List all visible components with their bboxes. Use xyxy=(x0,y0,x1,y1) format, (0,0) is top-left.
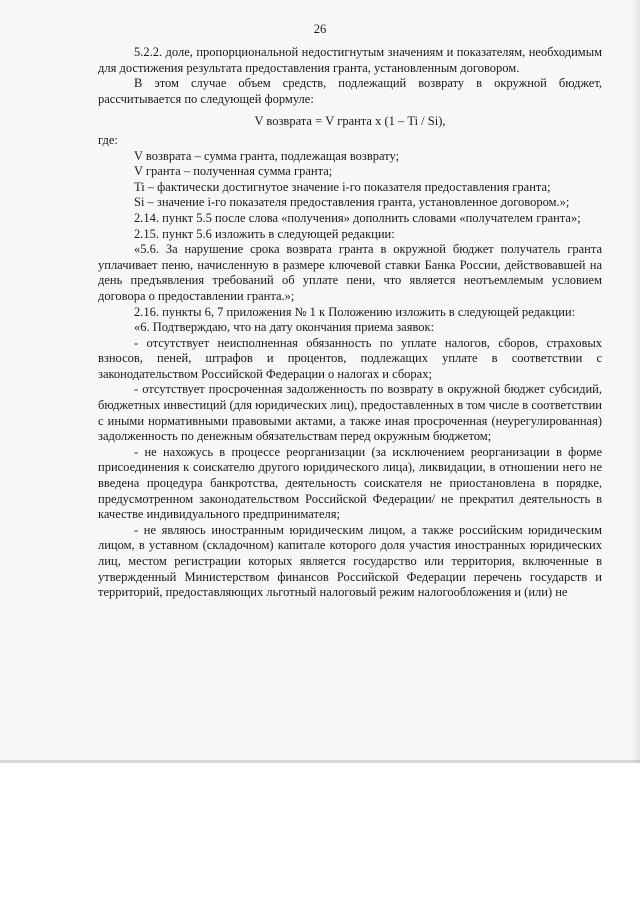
paragraph-6-confirm: «6. Подтверждаю, что на дату окончания приема заявок: xyxy=(134,320,435,335)
document-body xyxy=(98,45,602,601)
list-item-foreign-entity: - не являюсь иностранным юридическим лицом, а также российским юридическим лицом, в уставном (складочном) капитале которого доля участия иностранных юридических лиц, местом регистрации которых является государство или территория, включенные в утвержденный Министерством финансов Российской Федерации перечень государств и территорий, предоставляющих льготный налоговый режим налогообложения и (или) не xyxy=(98,522,602,600)
paragraph-2-15: 2.15. пункт 5.6 изложить в следующей редакции: xyxy=(134,226,395,241)
list-item-reorganization: - не нахожусь в процессе реорганизации (за исключением реорганизации в форме присоединения к соискателю другого юридического лица), ликвидации, в отношении него не введена процедура банкротства, деятельность соискателя не приостановлена в порядке, предусмотренном законодательством Российской Федерации/ не прекратил деятельность в качестве индивидуального предпринимателя; xyxy=(98,444,602,522)
definition-v-return: V возврата – сумма гранта, подлежащая возврату; xyxy=(134,148,400,163)
paragraph-2-16: 2.16. пункты 6, 7 приложения № 1 к Положению изложить в следующей редакции: xyxy=(134,304,576,319)
definition-ti: Ti – фактически достигнутое значение i-го показателя предоставления гранта; xyxy=(134,179,551,194)
definition-v-grant: V гранта – полученная сумма гранта; xyxy=(134,164,333,179)
paragraph-where: где: xyxy=(98,132,118,147)
paragraph-5-6-quote: «5.6. За нарушение срока возврата гранта в окружной бюджет получатель гранта уплачивает пеню, начисленную в размере ключевой ставки Банка России, действовавшей на день предъявления требований об уплате пени, что является неотъемлемым условием договора о предоставлении гранта.»; xyxy=(98,242,602,303)
paragraph-5-2-2: 5.2.2. доле, пропорциональной недостигнутым значениям и показателям, необходимым для достижения результата предоставления гранта, установленным договором. xyxy=(98,45,602,75)
paragraph-formula-intro: В этом случае объем средств, подлежащий возврату в окружной бюджет, рассчитывается по следующей формуле: xyxy=(98,76,602,106)
list-item-debt: - отсутствует просроченная задолженность по возврату в окружной бюджет субсидий, бюджетных инвестиций (для юридических лиц), предоставленных в том числе в соответствии с иными нормативными правовыми актами, а также иная просроченная (неурегулированная) задолженность по денежным обязательствам перед окружным бюджетом; xyxy=(98,382,602,444)
paragraph-2-14: 2.14. пункт 5.5 после слова «получения» дополнить словами «получателем гранта»; xyxy=(134,210,581,225)
definition-si: Si – значение i-го показателя предоставления гранта, установленное договором.»; xyxy=(134,195,570,210)
formula: V возврата = V гранта х (1 – Ti / Si), xyxy=(254,114,446,129)
page-number: 26 xyxy=(313,22,327,36)
list-item-taxes: - отсутствует неисполненная обязанность по уплате налогов, сборов, страховых взносов, пеней, штрафов и процентов, подлежащих уплате в соответствии с законодательством Российской Федерации о налогах и сборах; xyxy=(98,335,602,381)
